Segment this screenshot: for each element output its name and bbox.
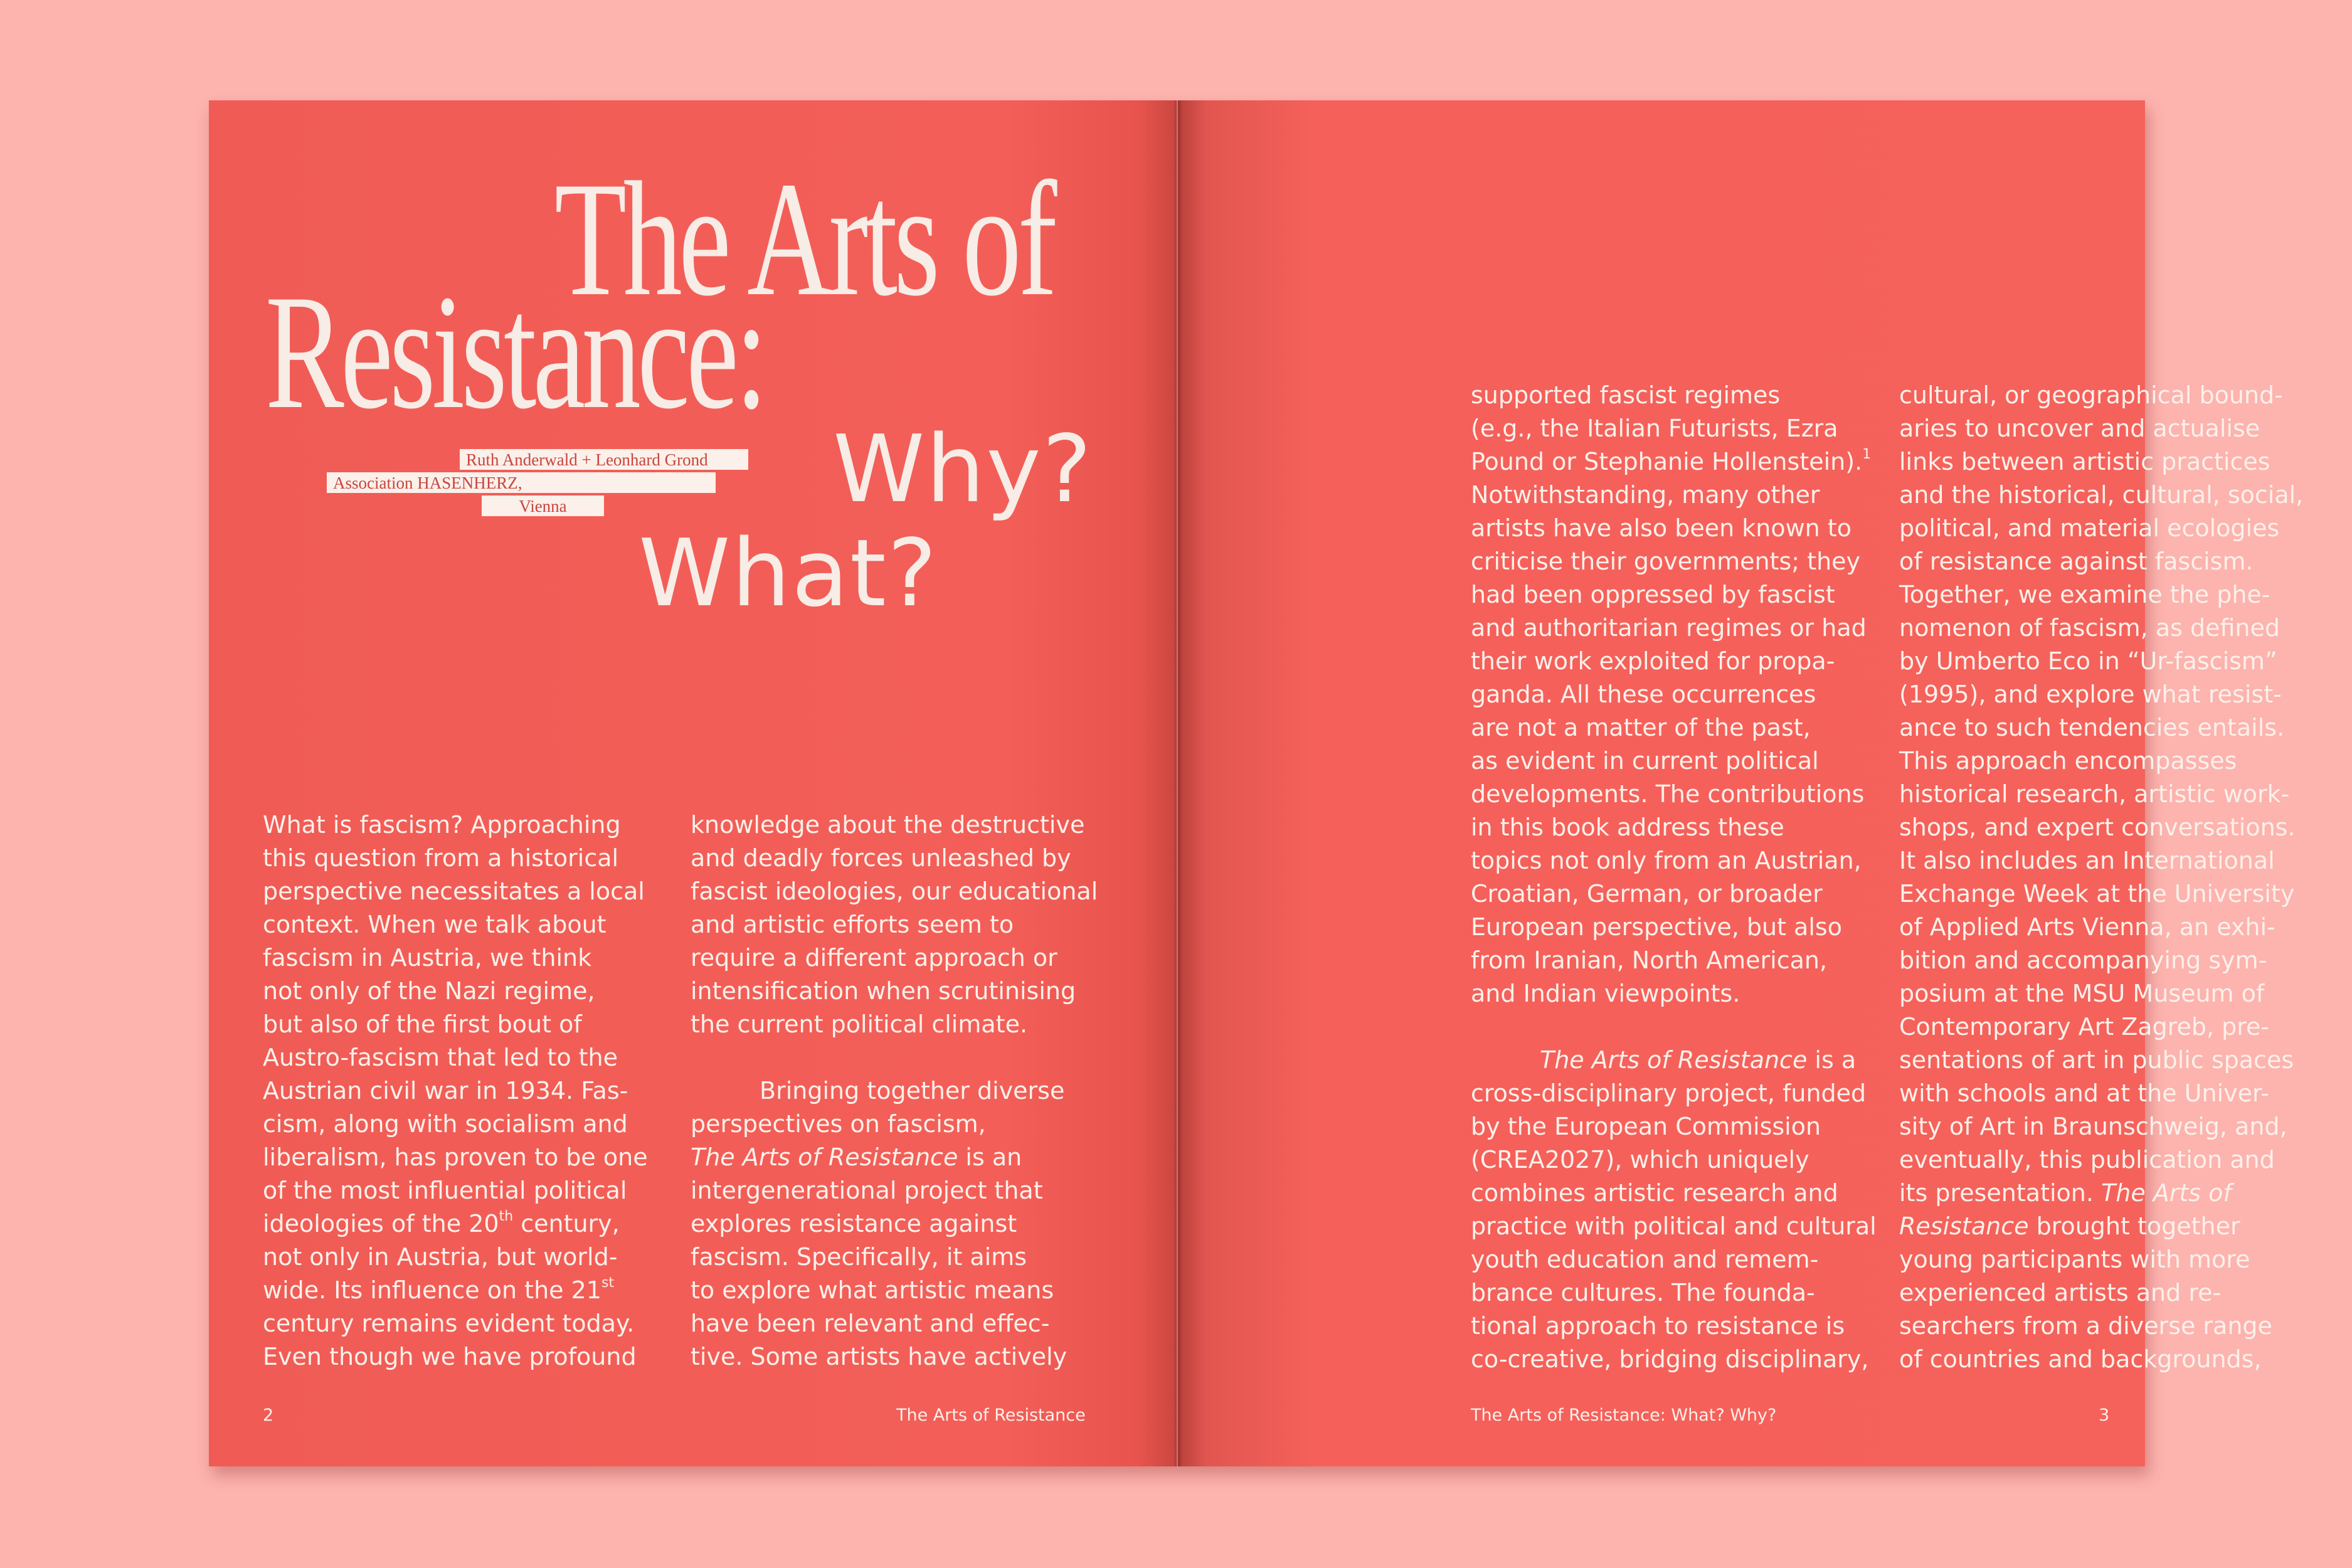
left-column-2 [691, 808, 1142, 1374]
text-line [691, 1141, 1142, 1174]
text-line: from Iranian, North American, [1471, 946, 1828, 974]
text-line: Together, we examine the phe- [1899, 581, 2270, 608]
text-line: have been relevant and effec- [691, 1310, 1050, 1337]
text-fragment: Pound or Stephanie Hollenstein). [1471, 448, 1863, 475]
text-line: posium at the MSU Museum of [1899, 980, 2265, 1007]
text-line: youth education and remem- [1471, 1246, 1819, 1273]
text-line: and the historical, cultural, social, [1899, 481, 2304, 509]
text-line: fascism. Specifically, it aims [691, 1243, 1027, 1271]
text-line: and artistic efforts seem to [691, 911, 1014, 938]
text-line: Bringing together diverse [760, 1077, 1065, 1104]
text-line: Contemporary Art Zagreb, pre- [1899, 1013, 2270, 1041]
text-line: experienced artists and re- [1899, 1279, 2222, 1306]
text-line: not only of the Nazi regime, [263, 977, 595, 1005]
text-line [1471, 1044, 1904, 1077]
page-number-right: 3 [2099, 1406, 2110, 1425]
italic-title: The Arts of Resistance [1540, 1046, 1808, 1074]
text-line: this question from a historical [263, 844, 619, 872]
text-line: sentations of art in public spaces [1899, 1046, 2294, 1074]
text-line: historical research, artistic work- [1899, 780, 2290, 808]
title-what: What? [638, 519, 938, 627]
text-line [263, 1207, 664, 1241]
text-line: cultural, or geographical bound- [1899, 381, 2283, 409]
title-why: Why? [833, 415, 1093, 523]
text-line: not only in Austria, but world- [263, 1243, 618, 1271]
text-line: intergenerational project that [691, 1177, 1043, 1204]
text-line: and Indian viewpoints. [1471, 980, 1740, 1007]
text-line: fascist ideologies, our educational [691, 877, 1098, 905]
text-line: are not a matter of the past, [1471, 714, 1811, 741]
italic-title: The Arts of Resistance [691, 1143, 958, 1171]
right-column-1 [1471, 379, 1904, 1376]
text-line: searchers from a diverse range [1899, 1312, 2272, 1340]
right-page [1178, 100, 2304, 1466]
text-line: links between artistic practices [1899, 448, 2270, 475]
text-line: nomenon of fascism, as defined [1899, 614, 2280, 642]
text-line: aries to uncover and actualise [1899, 415, 2260, 442]
text-line [1899, 1177, 2338, 1210]
text-line: political, and material ecologies [1899, 514, 2280, 542]
text-line: intensification when scrutinising [691, 977, 1076, 1005]
right-column-2 [1899, 379, 2338, 1376]
text-line: eventually, this publication and [1899, 1146, 2275, 1173]
text-line: as evident in current political [1471, 747, 1819, 775]
credit-city: Vienna [482, 495, 604, 516]
text-line [1471, 445, 1904, 479]
text-line: their work exploited for propa- [1471, 647, 1835, 675]
text-line: tional approach to resistance is [1471, 1312, 1845, 1340]
text-line: practice with political and cultural [1471, 1212, 1877, 1240]
text-line: supported fascist regimes [1471, 381, 1781, 409]
running-title-right: The Arts of Resistance: What? Why? [1471, 1406, 1777, 1425]
superscript: st [601, 1275, 615, 1291]
text-fragment: wide. Its influence on the 21 [263, 1276, 601, 1304]
superscript: th [499, 1209, 514, 1224]
text-line: of resistance against fascism. [1899, 548, 2254, 575]
text-line: criticise their governments; they [1471, 548, 1861, 575]
text-line: cism, along with socialism and [263, 1110, 628, 1138]
credit-association: Association HASENHERZ, [327, 472, 716, 493]
text-line: ance to such tendencies entails. [1899, 714, 2285, 741]
text-line: artists have also been known to [1471, 514, 1851, 542]
text-line: (CREA2027), which uniquely [1471, 1146, 1809, 1173]
text-line: with schools and at the Univer- [1899, 1079, 2269, 1107]
text-line: bition and accompanying sym- [1899, 946, 2267, 974]
text-line: ganda. All these occurrences [1471, 681, 1816, 708]
text-line: What is fascism? Approaching [263, 811, 621, 839]
text-line: of Applied Arts Vienna, an exhi- [1899, 913, 2275, 941]
text-fragment: its presentation. [1899, 1179, 2102, 1207]
text-line: topics not only from an Austrian, [1471, 847, 1862, 874]
text-line: century remains evident today. [263, 1310, 635, 1337]
text-line: to explore what artistic means [691, 1276, 1054, 1304]
spine-gutter [1173, 100, 1182, 1466]
text-line: Exchange Week at the University [1899, 880, 2295, 908]
text-fragment: brought together [2028, 1212, 2240, 1240]
text-line: shops, and expert conversations. [1899, 813, 2296, 841]
credit-authors: Ruth Anderwald + Leonhard Grond [460, 449, 748, 470]
text-line: It also includes an International [1899, 847, 2275, 874]
text-line: tive. Some artists have actively [691, 1343, 1067, 1370]
text-line: of countries and backgrounds, [1899, 1345, 2262, 1373]
text-fragment: is an [958, 1143, 1022, 1171]
text-fragment: ideologies of the 20 [263, 1210, 499, 1237]
text-line: had been oppressed by fascist [1471, 581, 1835, 608]
text-line: co-creative, bridging disciplinary, [1471, 1345, 1869, 1373]
text-line: context. When we talk about [263, 911, 607, 938]
text-line: fascism in Austria, we think [263, 944, 592, 972]
text-line: in this book address these [1471, 813, 1784, 841]
text-line: sity of Art in Braunschweig, and, [1899, 1113, 2287, 1140]
italic-title: Resistance [1899, 1212, 2029, 1240]
left-page [209, 100, 1177, 1466]
text-line: require a different approach or [691, 944, 1057, 972]
page-number-left: 2 [263, 1406, 274, 1425]
italic-title: The Arts of [2101, 1179, 2232, 1207]
text-line: European perspective, but also [1471, 913, 1842, 941]
title-line-1: The Arts of [554, 148, 1054, 330]
text-line: Croatian, German, or broader [1471, 880, 1823, 908]
left-column-1 [263, 808, 664, 1374]
text-line: cross-disciplinary project, funded [1471, 1079, 1867, 1107]
running-title-left: The Arts of Resistance [896, 1406, 1086, 1425]
paragraph-gap [1471, 1010, 1904, 1044]
text-line: and deadly forces unleashed by [691, 844, 1071, 872]
text-line [1899, 1210, 2338, 1243]
title-line-2: Resistance: [265, 261, 765, 443]
text-line: This approach encompasses [1899, 747, 2237, 775]
text-line: perspectives on fascism, [691, 1110, 986, 1138]
footnote-marker: 1 [1862, 447, 1872, 462]
text-line: but also of the first bout of [263, 1010, 582, 1038]
paragraph-gap [691, 1041, 1142, 1074]
text-line: and authoritarian regimes or had [1471, 614, 1867, 642]
text-fragment: is a [1807, 1046, 1857, 1074]
text-line: combines artistic research and [1471, 1179, 1838, 1207]
text-line: explores resistance against [691, 1210, 1017, 1237]
text-line: young participants with more [1899, 1246, 2250, 1273]
text-line: brance cultures. The founda- [1471, 1279, 1815, 1306]
text-line: by the European Commission [1471, 1113, 1821, 1140]
text-line: of the most influential political [263, 1177, 627, 1204]
text-line: the current political climate. [691, 1010, 1028, 1038]
text-line: Notwithstanding, many other [1471, 481, 1820, 509]
text-line: (e.g., the Italian Futurists, Ezra [1471, 415, 1838, 442]
text-line: perspective necessitates a local [263, 877, 645, 905]
text-line: Even though we have profound [263, 1343, 637, 1370]
magazine-spread [209, 100, 2304, 1466]
text-line: (1995), and explore what resist- [1899, 681, 2282, 708]
text-line: Austro-fascism that led to the [263, 1044, 618, 1071]
text-line: Austrian civil war in 1934. Fas- [263, 1077, 628, 1104]
text-line [263, 1274, 664, 1307]
text-line: developments. The contributions [1471, 780, 1865, 808]
text-line: by Umberto Eco in “Ur-fascism” [1899, 647, 2277, 675]
text-fragment: century, [513, 1210, 620, 1237]
text-line: knowledge about the destructive [691, 811, 1085, 839]
text-line: liberalism, has proven to be one [263, 1143, 648, 1171]
